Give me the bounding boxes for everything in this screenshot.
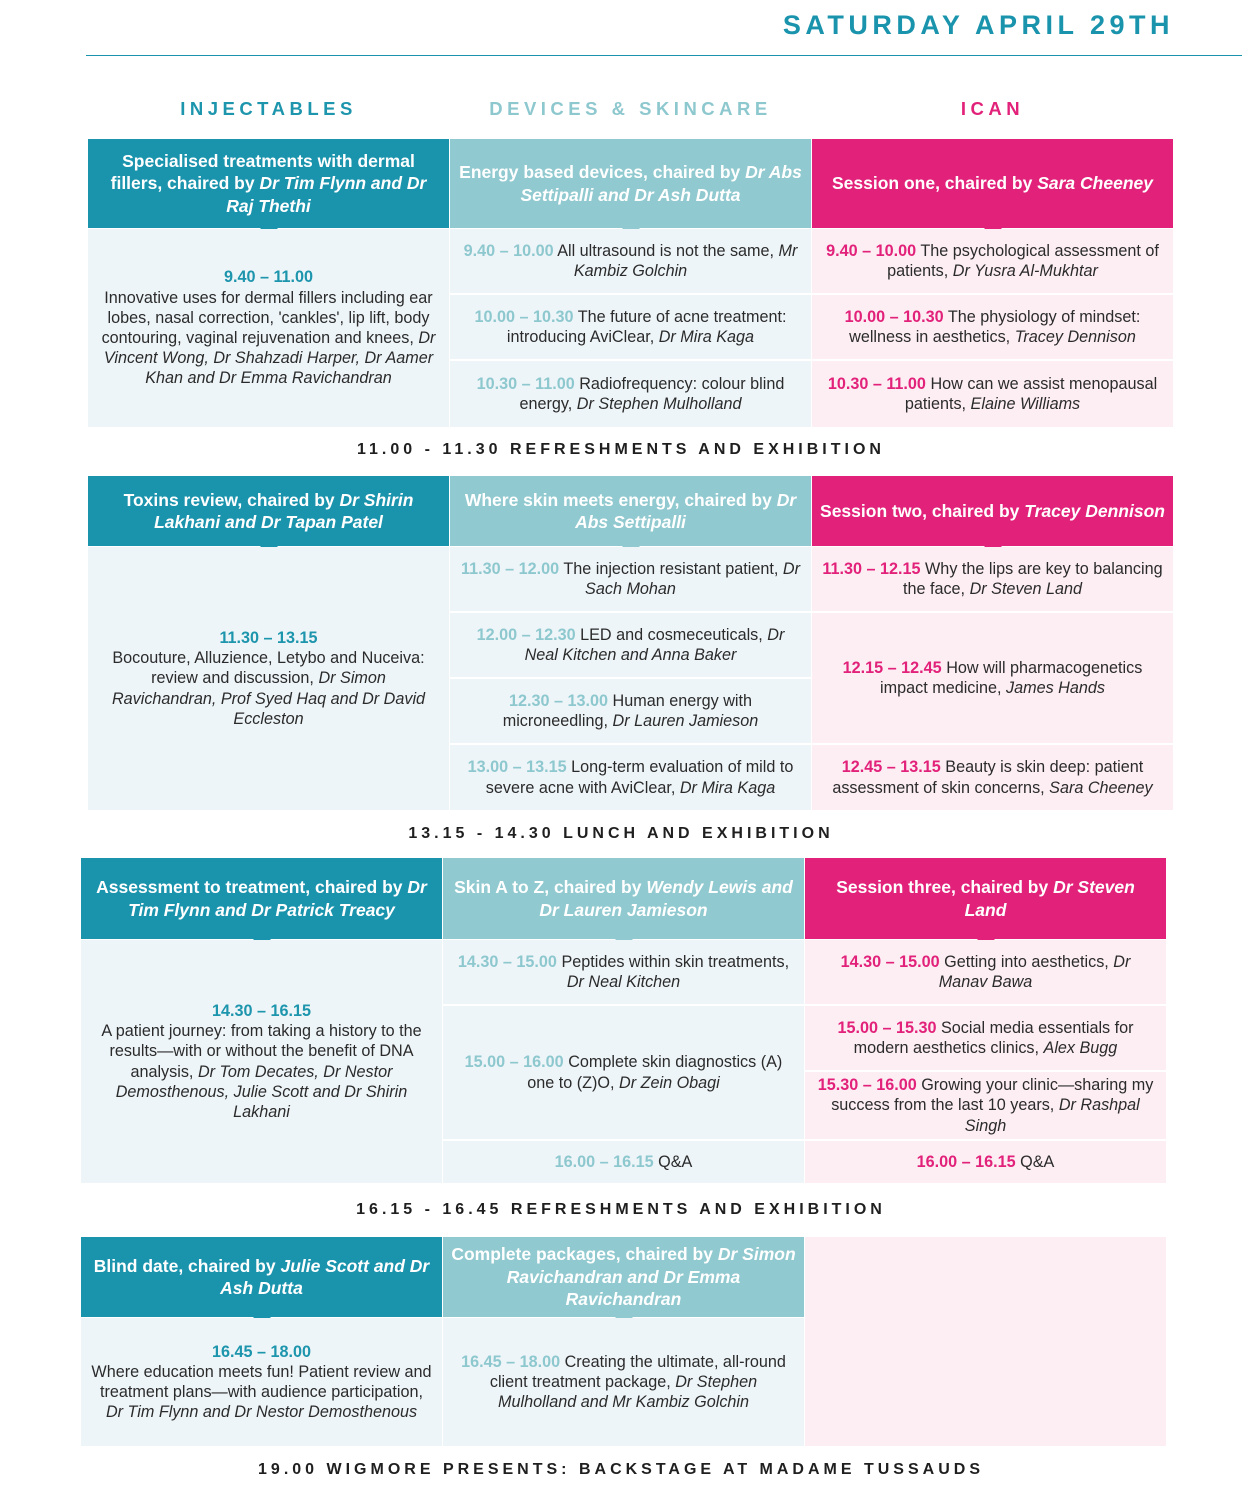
header-chair: Dr Shirin Lakhani and Dr Tapan Patel — [154, 489, 414, 532]
session-speakers: Alex Bugg — [1043, 1039, 1118, 1057]
session-speakers: Tracey Dennison — [1014, 328, 1136, 346]
session-cell — [81, 940, 442, 1183]
header-chair: Dr Abs Settipalli — [575, 489, 797, 532]
session-speakers: Dr Sach Mohan — [585, 559, 800, 598]
session-time: 12.00 – 12.30 — [476, 625, 576, 644]
session-title: 12.45 – 13.15 Beauty is skin deep: patient assessment of skin concerns, Sara Cheeney — [832, 758, 1153, 797]
column-heading-ican: ICAN — [960, 98, 1025, 119]
session-cell — [812, 229, 1173, 293]
header-text: Specialised treatments with dermal fillers, chaired by — [110, 150, 415, 194]
session-header — [805, 858, 1166, 939]
header-chair: Dr Abs Settipalli and Dr Ash Dutta — [520, 162, 802, 205]
header-chair: Sara Cheeney — [1037, 173, 1153, 194]
session-speakers: Dr Tim Flynn and Dr Nestor Demosthenous — [105, 1403, 418, 1422]
session-time: 16.45 – 18.00 — [211, 1342, 311, 1361]
header-text: Complete packages, chaired by — [451, 1244, 718, 1265]
session-cell — [805, 1006, 1166, 1070]
header-chair: Dr Simon Ravichandran and Dr Emma Ravichandran — [506, 1244, 796, 1310]
session-cell — [443, 940, 804, 1004]
session-header — [450, 139, 811, 228]
header-chair: Dr Tim Flynn and Dr Raj Thethi — [226, 173, 427, 216]
evening-event: 19.00 WIGMORE PRESENTS: BACKSTAGE AT MADAME TUSSAUDS — [258, 1461, 984, 1478]
session-title: 10.00 – 10.30 The future of acne treatment: introducing AviClear, Dr Mira Kaga — [474, 307, 787, 346]
session-speakers: Dr Tom Decates, Dr Nestor Demosthenous, Julie Scott and Dr Shirin Lakhani — [115, 1062, 408, 1121]
session-cell — [88, 547, 449, 810]
header-text: Session two, chaired by — [820, 500, 1025, 521]
header-text: Blind date, chaired by — [93, 1255, 281, 1276]
session-header — [812, 476, 1173, 546]
break-refreshments-2: 16.15 - 16.45 REFRESHMENTS AND EXHIBITION — [356, 1201, 886, 1218]
session-time: 15.30 – 16.00 — [817, 1076, 917, 1095]
session-title: 12.15 – 12.45 How will pharmacogenetics impact medicine, James Hands — [842, 658, 1143, 697]
session-time: 12.45 – 13.15 — [841, 758, 941, 777]
session-time: 10.00 – 10.30 — [474, 307, 574, 326]
session-time: 14.30 – 16.15 — [211, 1001, 311, 1020]
session-cell — [450, 229, 811, 293]
session-title: A patient journey: from taking a history to the results—with or without the benefit of DNA analysis, Dr Tom Decates, Dr Nestor Demosthenous, Julie Scott and Dr Shirin Lakhani — [101, 1022, 422, 1121]
session-title: 12.00 – 12.30 LED and cosmeceuticals, Dr Neal Kitchen and Anna Baker — [476, 625, 785, 664]
header-chair: Tracey Dennison — [1024, 500, 1165, 521]
header-text: Energy based devices, chaired by — [459, 162, 746, 182]
session-title: 10.30 – 11.00 How can we assist menopausal patients, Elaine Williams — [827, 374, 1158, 413]
session-cell — [450, 745, 811, 810]
session-title: 14.30 – 15.00 Peptides within skin treatments, Dr Neal Kitchen — [457, 952, 790, 991]
session-speakers: Dr Vincent Wong, Dr Shahzadi Harper, Dr Aamer Khan and Dr Emma Ravichandran — [103, 329, 436, 388]
session-speakers: Elaine Williams — [970, 395, 1081, 413]
session-time: 10.30 – 11.00 — [476, 374, 575, 393]
session-cell — [443, 1318, 804, 1446]
session-title: 15.00 – 15.30 Social media essentials for modern aesthetics clinics, Alex Bugg — [837, 1018, 1134, 1057]
session-time: 12.15 – 12.45 — [842, 658, 942, 677]
session-title: 15.00 – 16.00 Complete skin diagnostics (A) one to (Z)O, Dr Zein Obagi — [464, 1053, 783, 1092]
session-cell — [450, 295, 811, 359]
session-title: Where education meets fun! Patient review and treatment plans—with audience participation, Dr Tim Flynn and Dr Nestor Demosthenous — [91, 1362, 432, 1422]
header-chair: Dr Tim Flynn and Dr Patrick Treacy — [128, 877, 427, 920]
header-text: Assessment to treatment, chaired by — [96, 877, 408, 897]
session-speakers: Sara Cheeney — [1049, 778, 1153, 797]
session-title: 10.30 – 11.00 Radiofrequency: colour blind energy, Dr Stephen Mulholland — [476, 374, 785, 413]
empty-cell — [805, 1237, 1166, 1446]
session-header — [88, 139, 449, 228]
session-cell — [450, 361, 811, 427]
session-time: 9.40 – 10.00 — [826, 241, 917, 260]
session-speakers: Dr Simon Ravichandran, Prof Syed Haq and Dr David Eccleston — [111, 669, 426, 728]
session-cell — [450, 679, 811, 743]
session-speakers: Dr Stephen Mulholland — [576, 395, 742, 413]
break-lunch: 13.15 - 14.30 LUNCH AND EXHIBITION — [408, 825, 834, 842]
session-speakers: Dr Mira Kaga — [679, 778, 776, 797]
header-chair: Dr Steven Land — [964, 877, 1135, 920]
session-cell — [443, 1006, 804, 1139]
session-speakers: Dr Mira Kaga — [658, 328, 755, 346]
session-cell — [88, 229, 449, 427]
session-cell — [805, 1141, 1166, 1183]
header-chair: Julie Scott and Dr Ash Dutta — [220, 1255, 430, 1298]
session-title: 10.00 – 10.30 The physiology of mindset: wellness in aesthetics, Tracey Dennison — [844, 307, 1141, 346]
session-cell — [81, 1318, 442, 1446]
session-time: 14.30 – 15.00 — [840, 952, 940, 971]
session-cell — [812, 361, 1173, 427]
session-cell — [805, 1072, 1166, 1139]
session-cell — [805, 940, 1166, 1004]
session-time: 11.30 – 13.15 — [219, 628, 318, 647]
session-cell — [812, 613, 1173, 743]
session-header — [443, 858, 804, 939]
session-cell — [812, 295, 1173, 359]
session-header — [88, 476, 449, 546]
header-chair: Wendy Lewis and Dr Lauren Jamieson — [539, 877, 793, 920]
session-title: 13.00 – 13.15 Long-term evaluation of mild to severe acne with AviClear, Dr Mira Kaga — [467, 758, 794, 797]
page-title: SATURDAY APRIL 29TH — [782, 10, 1174, 40]
session-time: 15.00 – 15.30 — [837, 1018, 937, 1037]
session-title: 16.00 – 16.15 Q&A — [916, 1152, 1055, 1171]
session-time: 14.30 – 15.00 — [457, 952, 557, 971]
session-title: 11.30 – 12.00 The injection resistant patient, Dr Sach Mohan — [461, 559, 800, 598]
session-time: 13.00 – 13.15 — [467, 758, 567, 777]
session-time: 11.30 – 12.15 — [822, 559, 921, 578]
session-speakers: James Hands — [1006, 679, 1105, 697]
session-time: 15.00 – 16.00 — [464, 1053, 564, 1072]
session-speakers: Dr Neal Kitchen — [566, 973, 681, 991]
session-speakers: Dr Steven Land — [969, 580, 1083, 598]
session-time: 11.30 – 12.00 — [461, 559, 560, 578]
session-cell — [443, 1141, 804, 1183]
session-cell — [812, 547, 1173, 611]
session-speakers: Dr Rashpal Singh — [964, 1096, 1140, 1135]
session-time: 9.40 – 11.00 — [223, 268, 314, 287]
header-text: Toxins review, chaired by — [123, 489, 340, 510]
session-speakers: Mr Kambiz Golchin — [573, 241, 798, 280]
session-header — [81, 858, 442, 939]
session-time: 16.00 – 16.15 — [916, 1152, 1016, 1171]
session-title: 9.40 – 10.00 The psychological assessment of patients, Dr Yusra Al-Mukhtar — [826, 241, 1159, 280]
session-time: 16.00 – 16.15 — [554, 1152, 654, 1171]
session-speakers: Dr Lauren Jamieson — [612, 712, 759, 730]
title-rule — [86, 55, 1242, 56]
session-title: 15.30 – 16.00 Growing your clinic—sharing my success from the last 10 years, Dr Rashpal Singh — [817, 1076, 1154, 1135]
session-title: 16.45 – 18.00 Creating the ultimate, all-round client treatment package, Dr Stephen Mulholland and Mr Kambiz Golchin — [461, 1352, 786, 1412]
session-title: 9.40 – 10.00 All ultrasound is not the same, Mr Kambiz Golchin — [463, 241, 798, 280]
session-header — [450, 476, 811, 546]
header-text: Skin A to Z, chaired by — [454, 877, 647, 897]
break-refreshments-1: 11.00 - 11.30 REFRESHMENTS AND EXHIBITION — [357, 441, 885, 458]
session-time: 10.30 – 11.00 — [827, 374, 926, 393]
session-title: 16.00 – 16.15 Q&A — [554, 1152, 693, 1171]
session-time: 16.45 – 18.00 — [461, 1352, 561, 1371]
session-header — [812, 139, 1173, 228]
session-speakers: Dr Stephen Mulholland and Mr Kambiz Golchin — [497, 1372, 758, 1412]
session-cell — [812, 745, 1173, 810]
session-title: 12.30 – 13.00 Human energy with microneedling, Dr Lauren Jamieson — [502, 691, 759, 730]
session-header — [81, 1237, 442, 1317]
column-heading-injectables: INJECTABLES — [180, 98, 357, 119]
session-time: 12.30 – 13.00 — [509, 691, 609, 710]
session-speakers: Dr Yusra Al-Mukhtar — [952, 262, 1098, 280]
header-text: Session three, chaired by — [836, 877, 1054, 897]
session-header — [443, 1237, 804, 1317]
session-speakers: Dr Neal Kitchen and Anna Baker — [524, 625, 785, 664]
session-speakers: Dr Zein Obagi — [619, 1073, 720, 1092]
session-title: 11.30 – 12.15 Why the lips are key to balancing the face, Dr Steven Land — [822, 559, 1163, 598]
session-cell — [450, 547, 811, 611]
session-title: Innovative uses for dermal fillers including ear lobes, nasal correction, 'cankles', lip lift, body contouring, vaginal rejuvenation and knees, Dr Vincent Wong, Dr Shahzadi Harper, Dr Aamer Khan and Dr Emma Ravichandran — [101, 288, 436, 388]
session-time: 9.40 – 10.00 — [463, 241, 554, 260]
session-speakers: Dr Manav Bawa — [938, 952, 1131, 991]
header-text: Session one, chaired by — [832, 173, 1038, 194]
header-text: Where skin meets energy, chaired by — [464, 489, 777, 510]
session-cell — [450, 613, 811, 677]
session-title: Bocouture, Alluzience, Letybo and Nuceiva: review and discussion, Dr Simon Ravichandran, Prof Syed Haq and Dr David Eccleston — [111, 649, 426, 728]
session-title: 14.30 – 15.00 Getting into aesthetics, Dr Manav Bawa — [840, 952, 1131, 991]
session-time: 10.00 – 10.30 — [844, 307, 944, 326]
column-heading-devices: DEVICES & SKINCARE — [489, 98, 772, 119]
